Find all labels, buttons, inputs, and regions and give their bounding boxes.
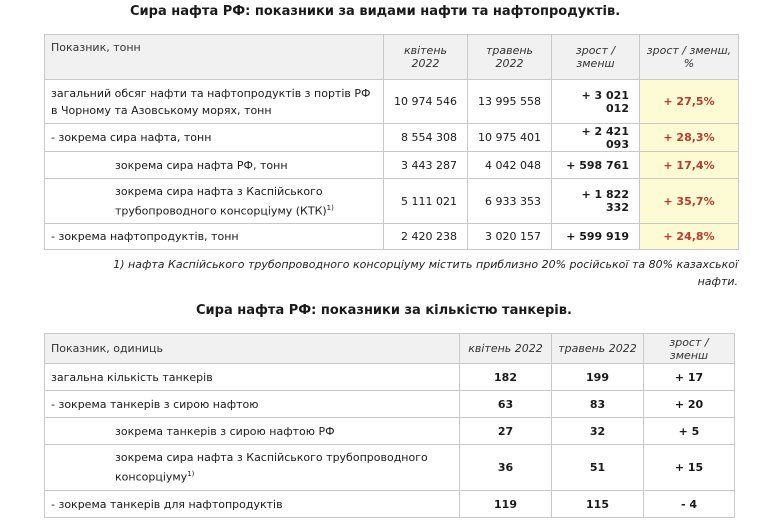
tankers-table [44, 333, 735, 518]
row-april: 5 111 021 [384, 179, 468, 224]
table-row [45, 124, 739, 152]
row-may: 3 020 157 [468, 224, 552, 250]
footnote-marker: 1) [326, 203, 334, 212]
row-may: 199 [552, 364, 644, 391]
row-growth-pct: + 35,7% [640, 179, 739, 224]
row-growth: + 5 [644, 418, 735, 445]
header-indicator: Показник, тонн [45, 35, 384, 80]
row-may: 6 933 353 [468, 179, 552, 224]
row-label: загальна кількість танкерів [45, 364, 460, 391]
table1-header-row [45, 35, 739, 80]
table-row [45, 152, 739, 179]
row-label: - зокрема танкерів для нафтопродуктів [45, 491, 460, 518]
row-label: зокрема танкерів з сирою нафтою РФ [45, 418, 460, 445]
row-growth: + 20 [644, 391, 735, 418]
row-growth-pct: + 27,5% [640, 80, 739, 124]
row-label: - зокрема сира нафта, тонн [45, 124, 384, 152]
row-label-text: зокрема сира нафта з Каспійського трубопроводного консорціуму (КТК) [115, 184, 327, 218]
row-may: 115 [552, 491, 644, 518]
table2-title: Сира нафта РФ: показники за кількістю танкерів. [196, 303, 572, 318]
row-label [45, 445, 460, 491]
row-label-text: зокрема сира нафта з Каспійського трубопроводного консорціуму [115, 451, 428, 484]
row-april: 63 [460, 391, 552, 418]
row-may: 10 975 401 [468, 124, 552, 152]
row-april: 36 [460, 445, 552, 491]
table-row [45, 364, 735, 391]
table-row [45, 224, 739, 250]
row-may: 51 [552, 445, 644, 491]
row-growth: + 599 919 [552, 224, 640, 250]
row-april: 182 [460, 364, 552, 391]
footnote: 1) нафта Каспійського трубопроводного консорціуму містить приблизно 20% російської та 80% казахської нафти. [113, 258, 738, 288]
row-growth-pct: + 17,4% [640, 152, 739, 179]
row-label [45, 179, 384, 224]
footnote-marker: 1) [187, 470, 195, 479]
row-growth: + 15 [644, 445, 735, 491]
header-growth: зрост / зменш [644, 334, 735, 364]
row-april: 10 974 546 [384, 80, 468, 124]
row-growth: - 4 [644, 491, 735, 518]
row-may: 32 [552, 418, 644, 445]
header-may: травень 2022 [552, 334, 644, 364]
row-label: загальний обсяг нафти та нафтопродуктів з портів РФ в Чорному та Азовському морях, тонн [45, 80, 384, 124]
row-april: 27 [460, 418, 552, 445]
table-row [45, 491, 735, 518]
row-label: - зокрема нафтопродуктів, тонн [45, 224, 384, 250]
row-growth-pct: + 24,8% [640, 224, 739, 250]
row-april: 119 [460, 491, 552, 518]
row-growth: + 17 [644, 364, 735, 391]
row-april: 8 554 308 [384, 124, 468, 152]
row-growth: + 3 021 012 [552, 80, 640, 124]
header-indicator: Показник, одиниць [45, 334, 460, 364]
row-growth: + 598 761 [552, 152, 640, 179]
table-row [45, 418, 735, 445]
row-may: 4 042 048 [468, 152, 552, 179]
header-growth-pct: зрост / зменш, % [640, 35, 739, 80]
table-row [45, 445, 735, 491]
table-row [45, 80, 739, 124]
row-april: 3 443 287 [384, 152, 468, 179]
row-growth: + 1 822 332 [552, 179, 640, 224]
row-may: 83 [552, 391, 644, 418]
row-may: 13 995 558 [468, 80, 552, 124]
row-label: - зокрема танкерів з сирою нафтою [45, 391, 460, 418]
table1-title: Сира нафта РФ: показники за видами нафти та нафтопродуктів. [130, 4, 621, 19]
table-row [45, 179, 739, 224]
header-april: квітень 2022 [384, 35, 468, 80]
table2-header-row [45, 334, 735, 364]
row-growth-pct: + 28,3% [640, 124, 739, 152]
row-growth: + 2 421 093 [552, 124, 640, 152]
row-april: 2 420 238 [384, 224, 468, 250]
row-label: зокрема сира нафта РФ, тонн [45, 152, 384, 179]
table-row [45, 391, 735, 418]
header-growth: зрост / зменш [552, 35, 640, 80]
header-april: квітень 2022 [460, 334, 552, 364]
header-may: травень 2022 [468, 35, 552, 80]
oil-types-table [44, 34, 739, 250]
